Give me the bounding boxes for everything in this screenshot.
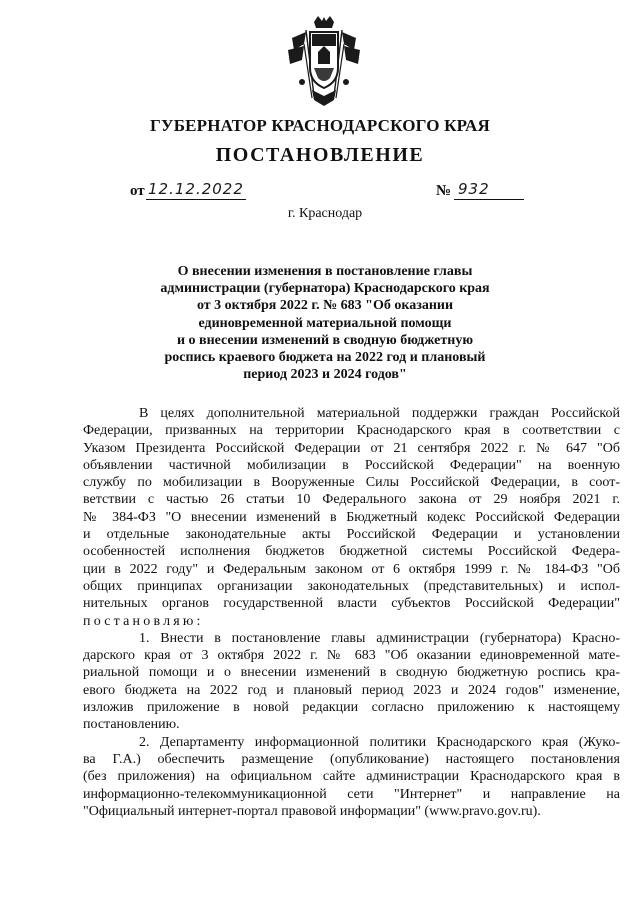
item-2-line: 2. Департаменту информационной политики Краснодарского края (Жуко- <box>139 734 620 750</box>
preamble-line: Указом Президента Российской Федерации от 21 сентября 2022 г. № 647 "Об <box>83 440 620 456</box>
document-title <box>150 263 500 383</box>
preamble-paragraph <box>83 405 620 630</box>
title-line: и о внесении изменений в сводную бюджетную <box>176 332 474 348</box>
document-type: ПОСТАНОВЛЕНИЕ <box>215 144 425 166</box>
title-line: единовременной материальной помощи <box>198 315 452 331</box>
number-field <box>454 179 524 200</box>
preamble-line: общих принципах организации законодательных (представительных) и испол- <box>83 578 620 594</box>
item-1-line: изложив приложение в новой редакции согласно приложению к настоящему <box>83 700 620 716</box>
city: г. Краснодар <box>287 206 363 221</box>
number-value: 932 <box>458 180 490 198</box>
preamble-line: службу по мобилизации в Вооруженные Силы Российской Федерации, в соот- <box>83 475 620 491</box>
date-field <box>146 179 246 200</box>
item-1-line: евого бюджета на 2022 год и плановый период 2023 и 2024 годов" изменение, <box>83 682 620 698</box>
number-prefix: № <box>436 183 452 199</box>
title-line: О внесении изменения в постановление главы <box>177 264 473 279</box>
item-2-line: "Официальный интернет-портал правовой информации" (www.pravo.gov.ru). <box>83 803 541 819</box>
title-line: от 3 октября 2022 г. № 683 "Об оказании <box>196 298 454 314</box>
item-1-paragraph <box>83 630 620 734</box>
preamble-line: нительных органов государственной власти субъектов Российской Федерации" <box>83 596 620 612</box>
title-line: роспись краевого бюджета на 2022 год и плановый <box>164 350 486 366</box>
item-1-line: риальной помощи и о внесении изменений в сводную бюджетную роспись кра- <box>83 665 620 681</box>
preamble-line: ции в 2022 году" и Федеральным законом от 6 октября 1999 г. № 184-ФЗ "Об <box>83 561 620 577</box>
date-value: 12.12.2022 <box>148 180 244 198</box>
preamble-line: особенностей исполнения бюджетов бюджетной системы Российской Федера- <box>83 544 620 560</box>
item-2-paragraph <box>83 734 620 820</box>
item-2-line: ва Г.А.) обеспечить размещение (опубликование) настоящего постановления <box>83 751 620 767</box>
item-1-line: постановлению. <box>83 717 180 733</box>
item-2-line: информационно-телекоммуникационной сети "Интернет" и направление на <box>83 786 620 802</box>
title-line: администрации (губернатора) Краснодарского края <box>160 281 490 297</box>
title-line: период 2023 и 2024 годов" <box>243 367 407 383</box>
preamble-line: № 384-ФЗ "О внесении изменений в Бюджетный кодекс Российской Федерации <box>83 509 620 525</box>
date-number-row <box>130 179 530 203</box>
preamble-line: ветствии с частью 26 статьи 10 Федерального закона от 29 ноября 2021 г. <box>83 492 620 508</box>
issuing-authority: ГУБЕРНАТОР КРАСНОДАРСКОГО КРАЯ <box>150 116 490 135</box>
item-1-line: 1. Внести в постановление главы администрации (губернатора) Красно- <box>139 630 620 646</box>
item-1-line: дарского края от 3 октября 2022 г. № 683 "Об оказании единовременной мате- <box>83 648 620 664</box>
decree-word: постановляю: <box>83 613 204 629</box>
coat-of-arms-emblem <box>284 16 364 108</box>
preamble-line: и отдельные законодательные акты Российской Федерации и установлении <box>83 527 620 543</box>
preamble-line: объявлении частичной мобилизации в Российской Федерации" на военную <box>83 457 620 473</box>
date-prefix: от <box>130 183 145 199</box>
document-body <box>83 405 620 820</box>
item-2-line: (без приложения) на официальном сайте администрации Краснодарского края в <box>83 769 620 785</box>
preamble-line: В целях дополнительной материальной поддержки граждан Российской <box>139 406 620 421</box>
preamble-line: Федерации, призванных на территории Краснодарского края в соответствии с <box>83 423 620 439</box>
